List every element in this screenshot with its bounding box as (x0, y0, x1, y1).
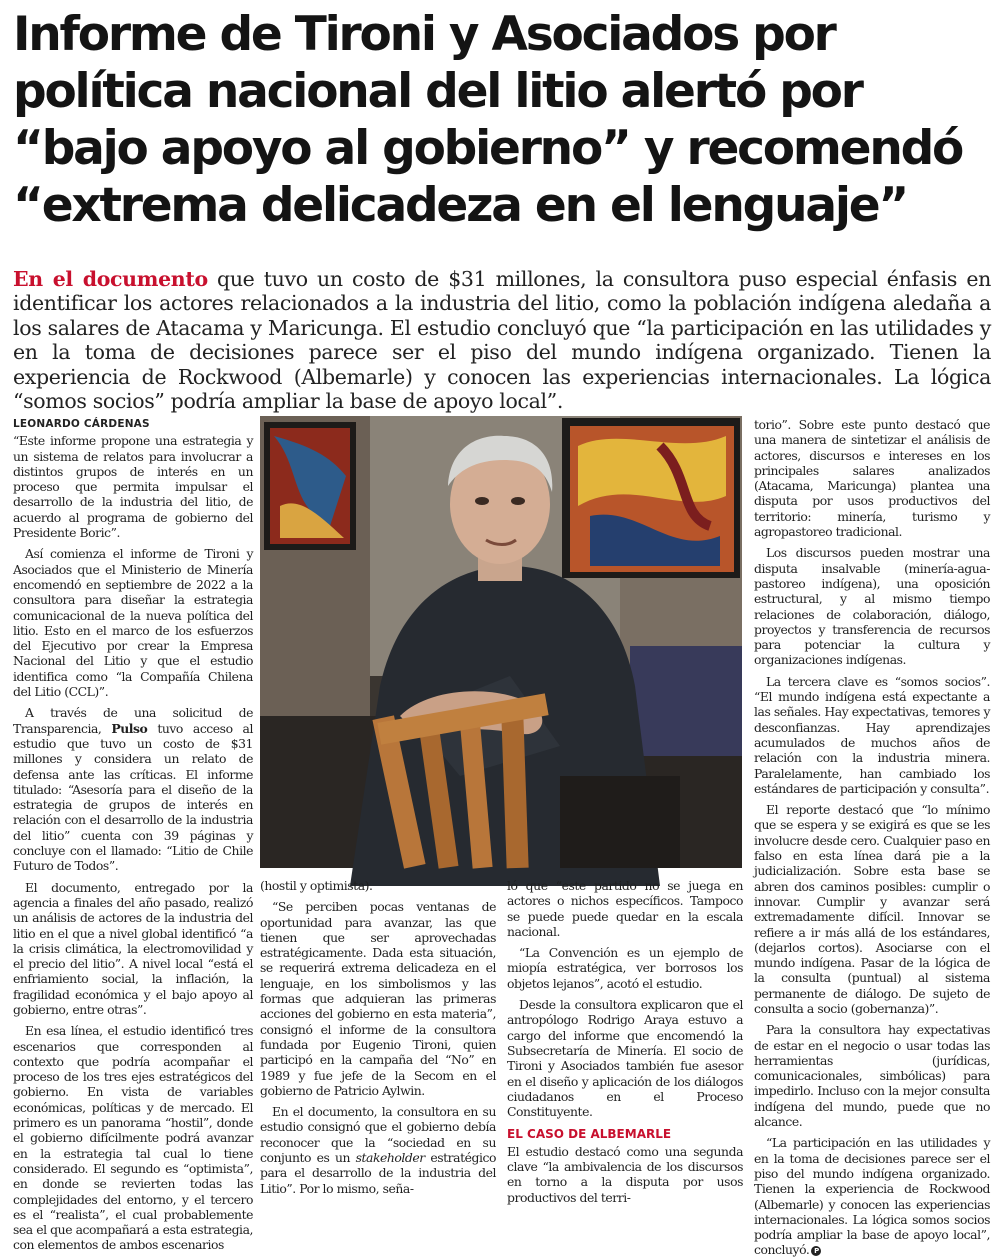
lead-text: que tuvo un costo de $31 millones, la consultora puso especial énfasis en identificar los actores relacionados a la industria del litio, como la población indígena aledaña a los salares de Atacama y Maricunga. El estudio concluyó que “la participación en las utilidades y en la toma de decisiones parece ser el piso del mundo indígena organizado. Tienen la experiencia de Rockwood (Albemarle) y conocen las experiencias internacionales. La lógica “somos socios” podría ampliar la base de apoyo local”. (13, 267, 992, 414)
col1-paragraph-4: El documento, entregado por la agencia a finales del año pasado, realizó un análisis de actores de la industria del litio en el que a nivel global identificó “a la crisis climática, la electromovilidad y el precio del litio”. A nivel local “está el enfriamiento social, la inflación, la fragilidad económica y el bajo apoyo al gobierno, entre otras”. (13, 879, 253, 1017)
column-4 (754, 417, 990, 1258)
col4-paragraph-3: El reporte destacó que “lo mínimo que se espera y se exigirá es que se les involucre desde cero. Cualquier paso en falso en esta línea dará pie a la judicialización. Sobre esta base se abren dos caminos posibles: cumplir o innovar. Cumplir y avanzar será extremadamente difícil. Innovar se refiere a ir más allá de los estándares, (dejarlos cortos). Asociarse con el mundo indígena. Pasar de la lógica de la consulta (puntual) al sistema permanente de diálogo. De sujeto de consulta a socio (gobernanza)”. (754, 802, 990, 1016)
col2-p2-after: estratégico para el desarrollo de la industria del Litio”. Por lo mismo, seña- (260, 1150, 496, 1196)
pulso-brand: Pulso (111, 720, 148, 736)
col1-paragraph-3 (13, 705, 253, 873)
col2-paragraph-1: “Se perciben pocas ventanas de oportunidad para avanzar, las que tienen que ser aprovechadas estratégicamente. Dada esta situación, se requerirá extrema delicadeza en el lenguaje, en los simbolismos y las formas que adquieran las primeras acciones del gobierno en esta materia”, consignó el informe de la consultora fundada por Eugenio Tironi, quien participó en la campaña del “No” en 1989 y fue jefe de la Secom en el gobierno de Patricio Aylwin. (260, 899, 496, 1098)
col4-continuation: torio”. Sobre este punto destacó que una manera de sintetizar el análisis de actores, discursos e intereses en los principales salares analizados (Atacama, Maricunga) plantea una disputa por usos productivos del territorio: minería, turismo y agropastoreo tradicional. (754, 417, 990, 540)
col4-paragraph-5 (754, 1135, 990, 1257)
col3-paragraph-3: El estudio destacó como una segunda clave “la ambivalencia de los discursos en torno a la disputa por usos productivos del terri- (507, 1143, 743, 1205)
lead-keyword: En el documento (13, 267, 208, 291)
col4-last-text: “La participación en las utilidades y en la toma de decisiones parece ser el piso del mundo indígena organizado. Tienen la experiencia de Rockwood (Albemarle) y conocen las experiencias internacionales. La lógica somos socios podría ampliar la base de apoyo local”, concluyó. (754, 1135, 990, 1258)
col2-continuation: (hostil y optimista). (260, 878, 373, 893)
col2-p2-before: En el documento, la consultora en su estudio consignó que el gobierno debía reconocer que la “sociedad en su conjunto es un (260, 1104, 496, 1166)
col1-paragraph-2: Así comienza el informe de Tironi y Asociados que el Ministerio de Minería encomendó en septiembre de 2022 a la consultora para diseñar la estrategia comunicacional de la nueva política del litio. Esto en el marco de los esfuerzos del Ejecutivo por crear la Empresa Nacional del Litio y que el estudio identifica como “la Compañía Chilena del Litio (CCL)”. (13, 546, 253, 700)
column-2 (260, 878, 496, 1196)
column-1 (13, 417, 253, 1253)
col1-paragraph-5: En esa línea, el estudio identificó tres escenarios que corresponden al contexto que podría acompañar el proceso de los tres ejes estratégicos del gobierno. En vista de variables económicas, políticas y de mercado. El primero es un panorama “hostil”, donde el gobierno difícilmente podrá avanzar en la estrategia tal cual lo tiene considerado. El segundo es “optimista”, en donde se revierten todas las complejidades del entorno, y el tercero es el “realista”, el cual probablemente sea el que acompañará a esta estrategia, con elementos de ambos escenarios (13, 1023, 253, 1253)
lead-paragraph (13, 267, 991, 413)
col3-continuation: ló que “este partido no se juega en actores o nichos específicos. Tampoco se puede puede quedar en la escala nacional. (507, 878, 743, 939)
section-subhead: EL CASO DE ALBEMARLE (507, 1127, 672, 1142)
stakeholder-term: stakeholder (355, 1150, 425, 1166)
col4-paragraph-4: Para la consultora hay expectativas de estar en el negocio o usar todas las herramientas (jurídicas, comunicacionales, simbólicas) para impedirlo. Incluso con la mejor consulta indígena del mundo, puede que no alcance. (754, 1022, 990, 1130)
end-mark-icon: P (811, 1246, 821, 1256)
col1-paragraph-1: “Este informe propone una estrategia y un sistema de relatos para involucrar a distintos grupos de interés en un proceso que permita impulsar el desarrollo de la industria del litio, de acuerdo al programa de gobierno del Presidente Boric”. (13, 433, 253, 541)
col1-p3-after: tuvo acceso al estudio que tuvo un costo de $31 millones y considera un relato de defensa ante las críticas. El informe titulado: “Asesoría para el diseño de la estrategia de grupos de interés en relación con el desarrollo de la industria del litio” cuenta con 39 páginas y concluye con el llamado: “Litio de Chile Futuro de Todos”. (13, 720, 253, 874)
column-3 (507, 878, 743, 1205)
col2-paragraph-2 (260, 1104, 496, 1196)
col3-paragraph-1: “La Convención es un ejemplo de miopía estratégica, ver borrosos los objetos lejanos”, acotó el estudio. (507, 945, 743, 991)
article-photo (260, 416, 742, 868)
col4-paragraph-2: La tercera clave es “somos socios”. “El mundo indígena está expectante a las señales. Hay expectativas, temores y desconfianzas. Hay aprendizajes acumulados de muchos años de relación con la industria minera. Paralelamente, han cambiado los estándares de participación y consulta”. (754, 673, 990, 796)
headline: Informe de Tironi y Asociados por política nacional del litio alertó por “bajo apoyo al gobierno” y recomendó “extrema delicadeza en el lenguaje” (13, 7, 963, 233)
col1-p3-before: A través de una solicitud de Transparencia, (13, 705, 253, 736)
byline: LEONARDO CÁRDENAS (13, 418, 150, 430)
col4-paragraph-1: Los discursos pueden mostrar una disputa insalvable (minería-agua-pastoreo indígena), una oposición estructural, y al mismo tiempo relaciones de colaboración, diálogo, proyectos y transferencia de recursos para potenciar la cultura y organizaciones indígenas. (754, 545, 990, 668)
portrait-illustration (260, 416, 742, 868)
col3-paragraph-2: Desde la consultora explicaron que el antropólogo Rodrigo Araya estuvo a cargo del informe que encomendó la Subsecretaría de Minería. El socio de Tironi y Asociados también fue asesor en el diseño y aplicación de los diálogos ciudadanos en el Proceso Constituyente. (507, 997, 743, 1120)
